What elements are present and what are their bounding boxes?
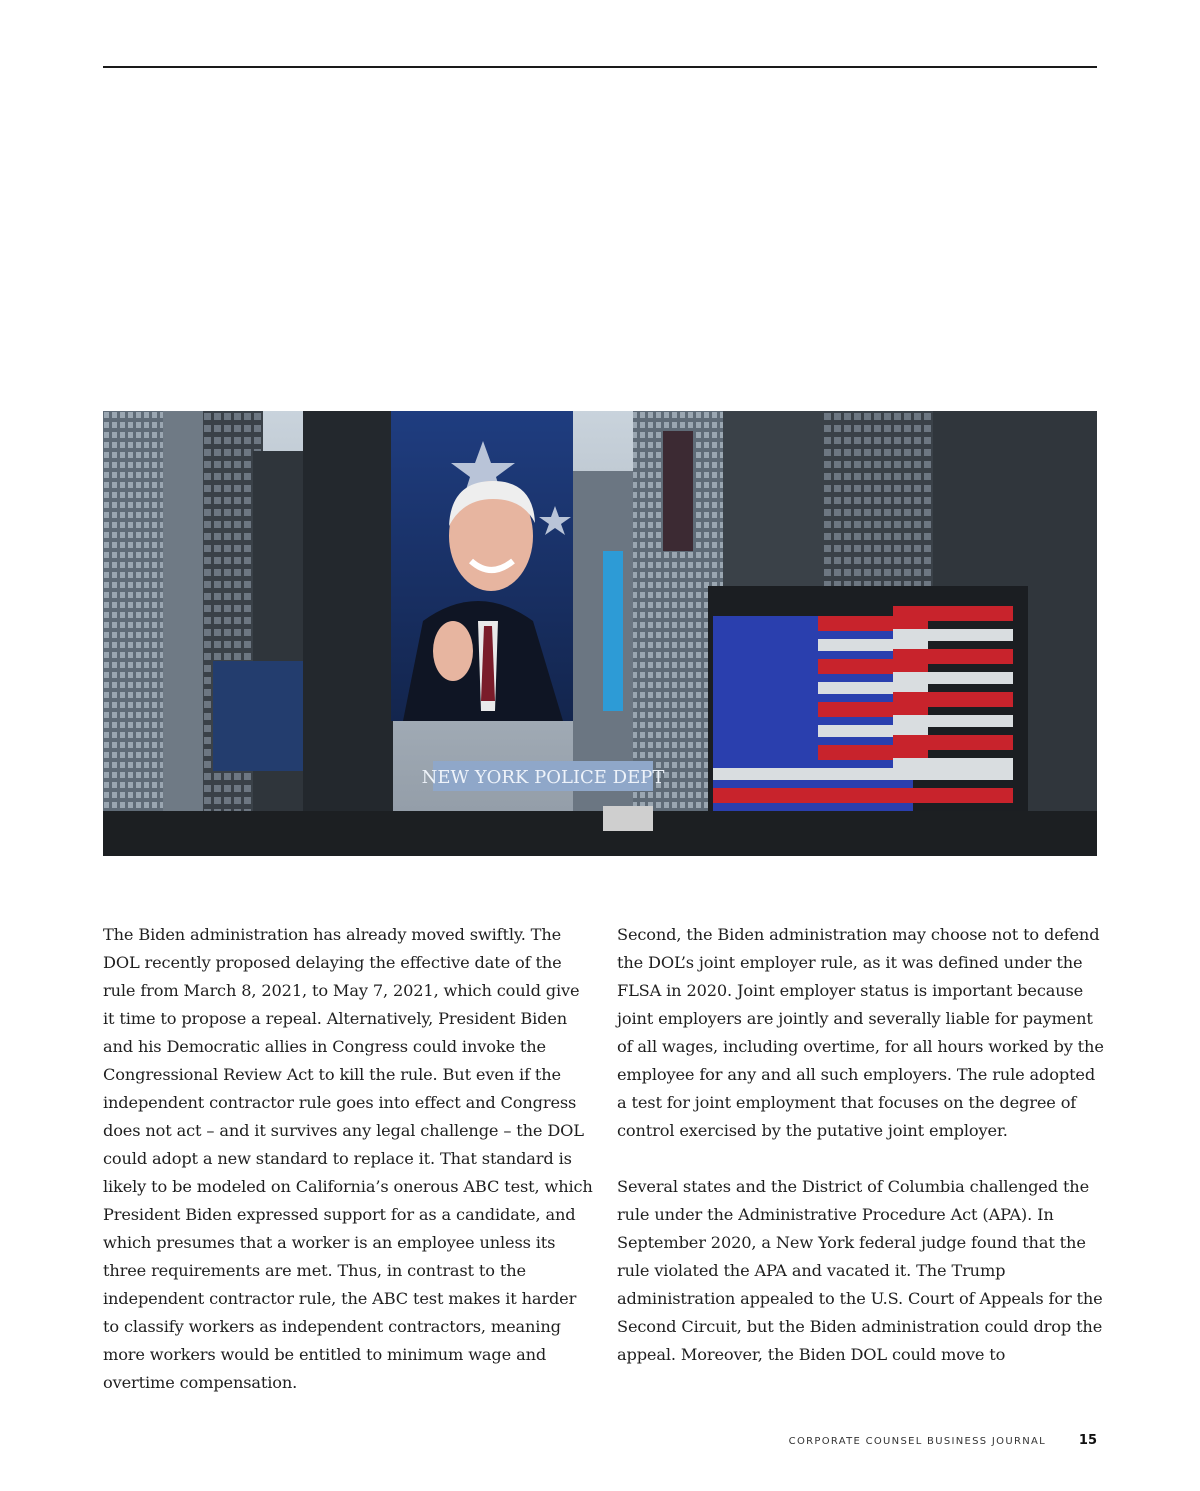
- publication-name: CORPORATE COUNSEL BUSINESS JOURNAL: [788, 1436, 1046, 1447]
- top-rule: [103, 66, 1097, 68]
- police-sign: NEW YORK POLICE DEPT: [421, 767, 665, 788]
- article-column-left: [103, 921, 593, 1397]
- article-column-right: [617, 921, 1107, 1369]
- article-photo: [103, 411, 1097, 856]
- photo-times-square-billboard: [103, 411, 1097, 856]
- body-paragraph: Several states and the District of Columbia challenged the rule under the Administrative Procedure Act (APA). In September 2020, a New York federal judge found that the rule violated the APA and vacated it. The Trump administration appealed to the U.S. Court of Appeals for the Second Circuit, but the Biden administration could drop the appeal. Moreover, the Biden DOL could move to: [617, 1177, 1103, 1364]
- page-number: 15: [1078, 1433, 1097, 1448]
- body-paragraph: Second, the Biden administration may choose not to defend the DOL’s joint employer rule, as it was defined under the FLSA in 2020. Joint employer status is important because joint employers are jointly and severally liable for payment of all wages, including overtime, for all hours worked by the employee for any and all such employers. The rule adopted a test for joint employment that focuses on the degree of control exercised by the putative joint employer.: [617, 925, 1104, 1140]
- body-paragraph: The Biden administration has already moved swiftly. The DOL recently proposed delaying the effective date of the rule from March 8, 2021, to May 7, 2021, which could give it time to propose a repeal. Alternatively, President Biden and his Democratic allies in Congress could invoke the Congressional Review Act to kill the rule. But even if the independent contractor rule goes into effect and Congress does not act – and it survives any legal challenge – the DOL could adopt a new standard to replace it. That standard is likely to be modeled on California’s onerous ABC test, which President Biden expressed support for as a candidate, and which presumes that a worker is an employee unless its three requirements are met. Thus, in contrast to the independent contractor rule, the ABC test makes it harder to classify workers as independent contractors, meaning more workers would be entitled to minimum wage and overtime compensation.: [103, 925, 593, 1392]
